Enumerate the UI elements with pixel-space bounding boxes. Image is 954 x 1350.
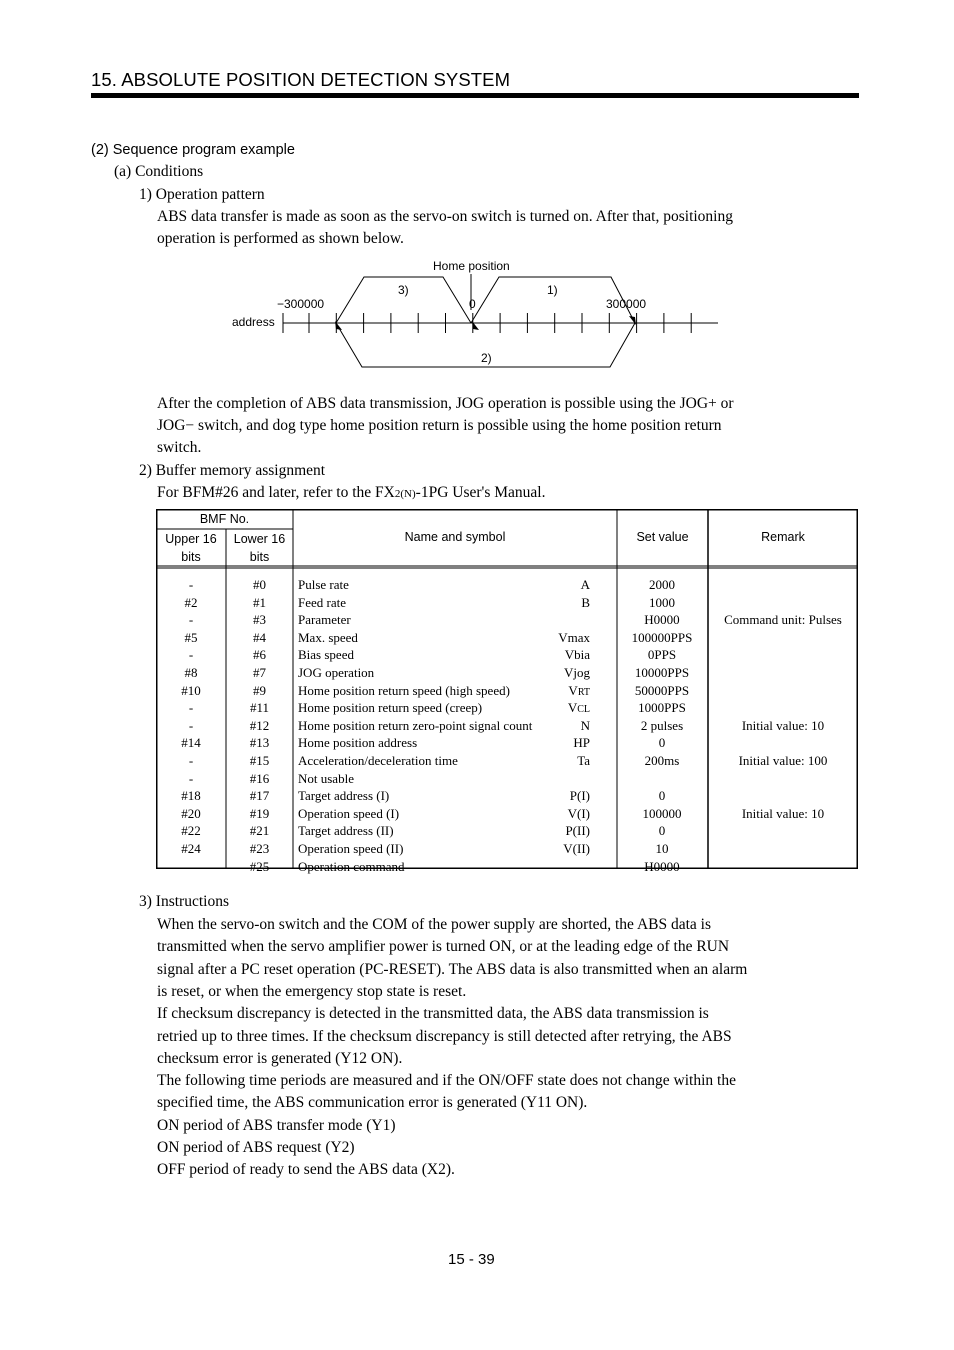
cell-lower-bits: #21 (249, 823, 270, 839)
header-upper-bits: Upper 16 bits (165, 532, 217, 564)
cell-name: Operation speed (II) (298, 841, 404, 856)
cell-name: Not usable (298, 770, 354, 786)
cell-name: Acceleration/deceleration time (298, 753, 458, 768)
cell-symbol: Vbia (564, 647, 590, 663)
cell-symbol: V(II) (563, 841, 590, 856)
subsection-conditions: (a) Conditions (114, 163, 204, 180)
cell-lower-bits: #4 (253, 629, 266, 645)
paragraph-line: retried up to three times. If the checksum discrepancy is still detected after retrying, the ABS (157, 1027, 732, 1045)
cell-set-value: 100000 (642, 805, 682, 821)
cell-lower-bits: #12 (249, 717, 270, 733)
arrowhead-icon (629, 316, 636, 325)
cell-symbol: VRT (568, 682, 590, 698)
paragraph-line: ABS data transfer is made as soon as the servo-on switch is turned on. After that, positioning (157, 208, 733, 225)
cell-set-value: 1000PPS (638, 700, 686, 716)
cell-set-value: H0000 (644, 612, 680, 628)
cell-remark: Initial value: 10 (741, 717, 825, 733)
cell-upper-bits: - (188, 858, 194, 874)
cell-name: Max. speed (298, 629, 358, 645)
header-remark: Remark (761, 530, 805, 544)
cell-name: Home position return speed (creep) (298, 700, 483, 716)
cell-upper-bits: #14 (181, 735, 201, 751)
item-operation-pattern: 1) Operation pattern (139, 186, 265, 203)
cell-upper-bits: #8 (184, 665, 198, 680)
cell-remark: Command unit: Pulses (724, 612, 842, 628)
cell-set-value: 0 (658, 823, 666, 839)
cell-set-value: 100000PPS (631, 629, 693, 645)
path1-label: 1) (547, 283, 558, 297)
cell-lower-bits: #11 (249, 700, 270, 716)
table-body (156, 567, 858, 874)
paragraph-line: OFF period of ready to send the ABS data (X2). (157, 1161, 455, 1179)
paragraph-line: operation is performed as shown below. (157, 230, 404, 247)
cell-set-value: 2 pulses (640, 717, 684, 733)
address-label: address (232, 315, 275, 329)
cell-lower-bits: #19 (249, 805, 270, 821)
cell-symbol: N (580, 717, 590, 733)
path2-label: 2) (481, 351, 492, 365)
paragraph-line: ON period of ABS transfer mode (Y1) (157, 1116, 396, 1134)
cell-set-value: 1000 (649, 594, 675, 610)
paragraph-line: switch. (157, 439, 202, 456)
cell-upper-bits: #2 (184, 594, 198, 610)
cell-name: Bias speed (298, 647, 354, 663)
path3-label: 3) (398, 283, 409, 297)
cell-lower-bits: #3 (253, 612, 266, 628)
cell-remark: Initial value: 10 (741, 805, 825, 821)
home-position-label: Home position (433, 259, 510, 273)
cell-set-value: H0000 (644, 858, 680, 874)
cell-symbol: Vmax (558, 629, 590, 645)
cell-name: Parameter (298, 612, 351, 628)
paragraph-line: When the servo-on switch and the COM of the power supply are shorted, the ABS data is (157, 916, 712, 933)
cell-upper-bits: #18 (181, 788, 201, 804)
paragraph-line: The following time periods are measured and if the ON/OFF state does not change within the (157, 1072, 736, 1090)
cell-name: Home position return speed (high speed) (298, 682, 510, 698)
cell-symbol: P(II) (565, 823, 590, 839)
cell-symbol: V(I) (567, 805, 590, 821)
arrowhead-icon (472, 321, 479, 330)
cell-lower-bits: #13 (249, 735, 270, 751)
cell-set-value: 50000PPS (634, 682, 690, 698)
cell-upper-bits: #5 (184, 629, 198, 645)
cell-upper-bits: - (188, 612, 194, 628)
cell-lower-bits: #7 (253, 665, 266, 680)
zero-address-label: 0 (469, 297, 476, 311)
cell-symbol: A (580, 577, 590, 592)
cell-set-value: 10000PPS (634, 665, 690, 680)
paragraph-line: After the completion of ABS data transmission, JOG operation is possible using the JOG+ or (157, 395, 734, 412)
paragraph-line: ON period of ABS request (Y2) (157, 1139, 355, 1156)
cell-upper-bits: - (188, 753, 194, 768)
cell-name: Target address (I) (298, 788, 390, 804)
cell-lower-bits: #6 (253, 647, 266, 663)
cell-symbol: Ta (577, 753, 590, 768)
cell-upper-bits: - (188, 770, 194, 786)
cell-name: JOG operation (298, 665, 375, 680)
cell-lower-bits: #17 (249, 788, 270, 804)
cell-set-value: 0 (658, 788, 666, 804)
cell-symbol: B (581, 594, 590, 610)
chapter-title: 15. ABSOLUTE POSITION DETECTION SYSTEM (91, 69, 511, 90)
cell-upper-bits: - (188, 577, 194, 592)
buffer-memory-table (156, 509, 858, 874)
header-set-value: Set value (636, 530, 689, 544)
cell-symbol: VCL (567, 700, 590, 716)
paragraph-line: checksum error is generated (Y12 ON). (157, 1049, 403, 1067)
cell-set-value: 200ms (644, 753, 680, 768)
operation-pattern-diagram (225, 252, 725, 372)
cell-symbol: Vjog (564, 665, 590, 680)
cell-lower-bits: #16 (249, 770, 270, 786)
header-rule (91, 93, 859, 98)
cell-upper-bits: - (188, 717, 194, 733)
cell-remark: Initial value: 100 (738, 753, 828, 768)
cell-set-value: 0 (658, 735, 666, 751)
cell-name: Home position return zero-point signal count (298, 717, 533, 733)
cell-upper-bits: #10 (181, 682, 201, 698)
cell-name: Target address (II) (298, 823, 394, 839)
cell-set-value: 2000 (649, 577, 675, 592)
cell-name: Operation command (298, 858, 405, 874)
cell-name: Feed rate (298, 594, 347, 610)
section-heading: (2) Sequence program example (91, 142, 295, 158)
cell-lower-bits: #23 (249, 841, 270, 856)
page-number: 15 - 39 (448, 1251, 495, 1268)
cell-lower-bits: #15 (249, 753, 270, 768)
header-name-symbol: Name and symbol (404, 530, 506, 544)
paragraph-line: JOG− switch, and dog type home position return is possible using the home position return (157, 417, 722, 434)
cell-upper-bits: - (188, 647, 194, 663)
paragraph-line: is reset, or when the emergency stop state is reset. (157, 982, 467, 1000)
cell-symbol: P(I) (569, 788, 590, 804)
paragraph-line: transmitted when the servo amplifier power is turned ON, or at the leading edge of the RUN (157, 938, 730, 956)
negative-address-label: −300000 (277, 297, 325, 311)
arrowhead-icon (335, 321, 342, 330)
cell-lower-bits: #9 (253, 682, 266, 698)
cell-set-value: 10 (655, 841, 669, 856)
paragraph-line: For BFM#26 and later, refer to the FX2(N)-1PG User's Manual. (157, 484, 546, 501)
cell-upper-bits: #20 (181, 805, 201, 821)
cell-lower-bits: #0 (253, 577, 266, 592)
cell-symbol: HP (573, 735, 590, 751)
paragraph-line: signal after a PC reset operation (PC-RESET). The ABS data is also transmitted when an alarm (157, 960, 748, 978)
cell-lower-bits: #25 (249, 858, 270, 874)
paragraph-line: specified time, the ABS communication error is generated (Y11 ON). (157, 1094, 588, 1112)
item-instructions: 3) Instructions (139, 893, 229, 910)
header-bmf-no: BMF No. (199, 512, 250, 526)
cell-upper-bits: #24 (181, 841, 201, 856)
cell-upper-bits: - (188, 700, 194, 716)
cell-name: Pulse rate (298, 577, 349, 592)
cell-name: Home position address (298, 735, 418, 751)
cell-name: Operation speed (I) (298, 805, 400, 821)
positive-address-label: 300000 (606, 297, 647, 311)
cell-set-value: 0PPS (647, 647, 677, 663)
header-lower-bits: Lower 16 bits (233, 532, 286, 564)
item-buffer-memory: 2) Buffer memory assignment (139, 462, 326, 479)
cell-lower-bits: #1 (253, 594, 266, 610)
cell-upper-bits: #22 (181, 823, 201, 839)
paragraph-line: If checksum discrepancy is detected in the transmitted data, the ABS data transmission is (157, 1005, 709, 1023)
